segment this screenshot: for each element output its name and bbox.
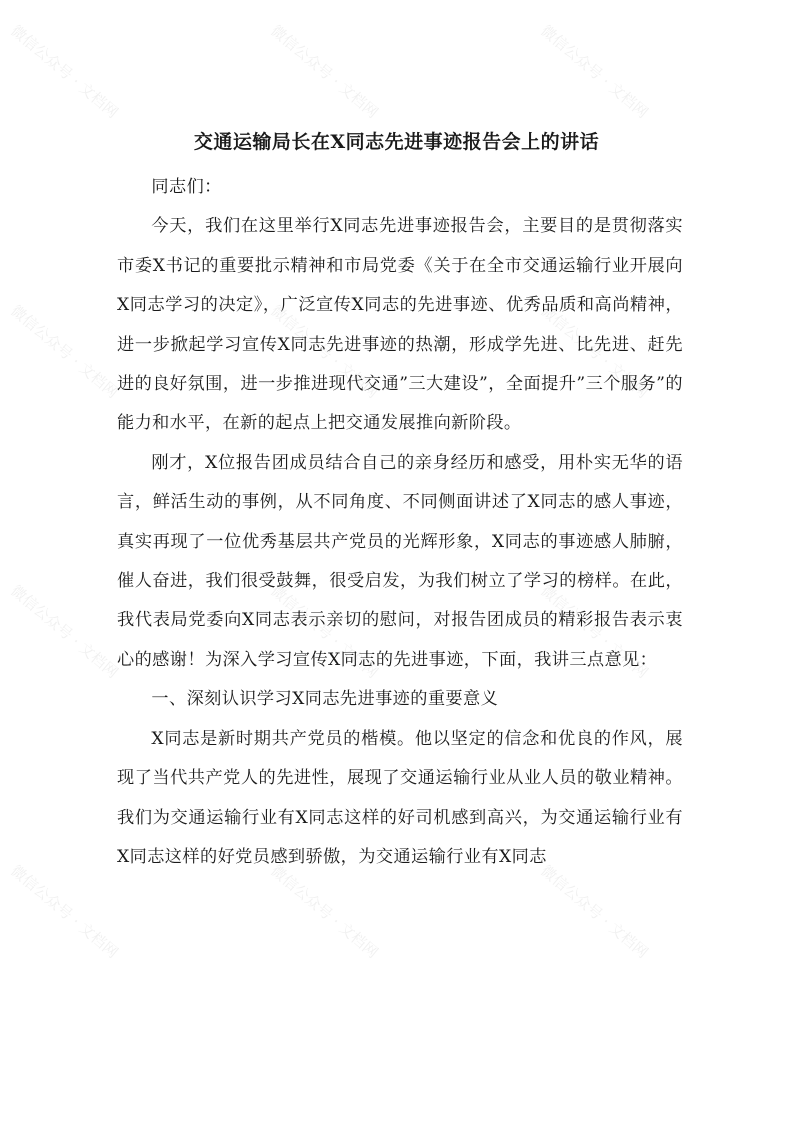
watermark-text: 微信公众号 · 文档网 <box>7 301 122 402</box>
watermark-text: 微信公众号 · 文档网 <box>7 581 122 682</box>
watermark-text: 微信公众号 · 文档网 <box>7 861 122 962</box>
watermark-text: 微信公众号 · 文档网 <box>537 861 652 962</box>
document-body <box>117 168 683 877</box>
watermark-text: 微信公众号 · 文档网 <box>267 581 382 682</box>
watermark-text: 微信公众号 · 文档网 <box>537 301 652 402</box>
watermark-text: 微信公众号 · 文档网 <box>7 21 122 122</box>
paragraph: X同志是新时期共产党员的楷模。他以坚定的信念和优良的作风，展现了当代共产党人的先进性，展现了交通运输行业从业人员的敬业精神。我们为交通运输行业有X同志这样的好司机感到高兴，为交通运输行业有X同志这样的好党员感到骄傲，为交通运输行业有X同志 <box>117 728 683 867</box>
watermark-text: 微信公众号 · 文档网 <box>267 301 382 402</box>
watermark-text: 微信公众号 · 文档网 <box>537 21 652 122</box>
section-heading: 一、深刻认识学习X同志先进事迹的重要意义 <box>151 689 499 710</box>
watermark-text: 微信公众号 · 文档网 <box>537 581 652 682</box>
paragraph: 刚才，X位报告团成员结合自己的亲身经历和感受，用朴实无华的语言，鲜活生动的事例，从不同角度、不同侧面讲述了X同志的感人事迹，真实再现了一位优秀基层共产党员的光辉形象，X同志的事迹感人肺腑，催人奋进，我们很受鼓舞，很受启发，为我们树立了学习的榜样。在此，我代表局党委向X同志表示亲切的慰问，对报告团成员的精彩报告表示衷心的感谢！为深入学习宣传X同志的先进事迹，下面，我讲三点意见： <box>117 452 683 670</box>
watermark-text: 微信公众号 · 文档网 <box>267 861 382 962</box>
salutation: 同志们： <box>151 177 222 197</box>
document-title: 交通运输局长在X同志先进事迹报告会上的讲话 <box>193 131 600 153</box>
watermark-text: 微信公众号 · 文档网 <box>267 21 382 122</box>
paragraph: 今天，我们在这里举行X同志先进事迹报告会，主要目的是贯彻落实市委X书记的重要批示精神和市局党委《关于在全市交通运输行业开展向X同志学习的决定》，广泛宣传X同志的先进事迹、优秀品质和高尚精神，进一步掀起学习宣传X同志先进事迹的热潮，形成学先进、比先进、赶先进的良好氛围，进一步推进现代交通”三大建设”，全面提升”三个服务”的能力和水平，在新的起点上把交通发展推向新阶段。 <box>117 216 683 434</box>
